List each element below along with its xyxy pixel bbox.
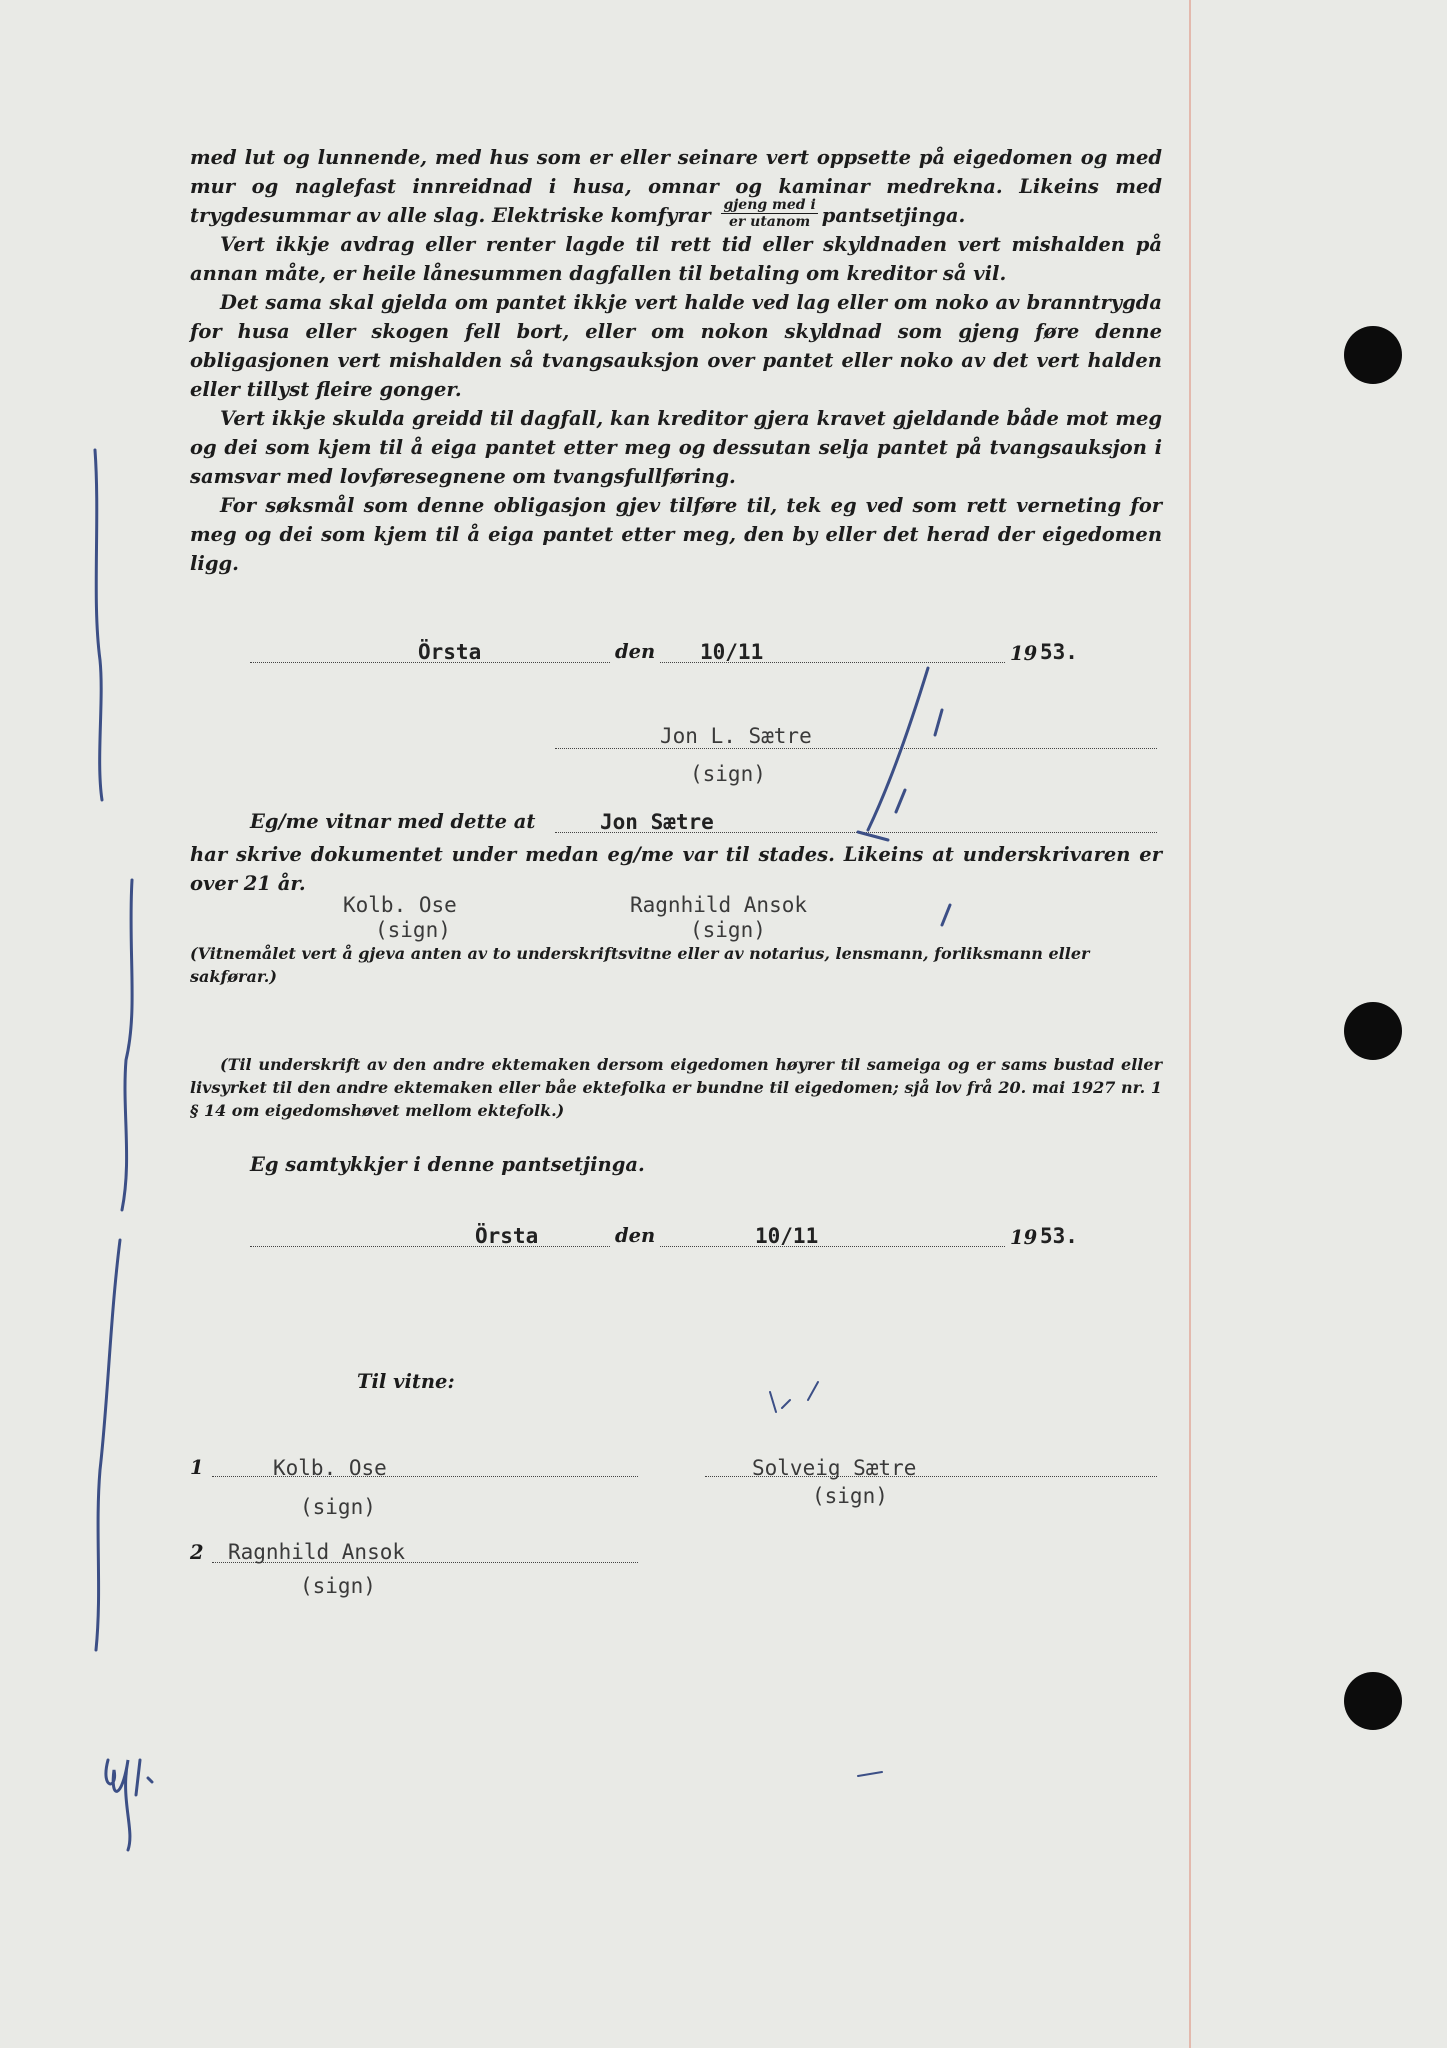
til-vitne-label: Til vitne: (357, 1370, 455, 1393)
witness-note: (Vitnemålet vert å gjeva anten av to underskriftsvitne eller av notarius, lensmann, forliksmann eller sakførar.) (190, 944, 1090, 986)
witness-statement: har skrive dokumentet under medan eg/me var til stades. Likeins at underskrivaren er over 21 år. (190, 843, 1162, 895)
year-prefix: 19 (1010, 642, 1038, 665)
paragraph-5: For søksmål som denne obligasjon gjev tilføre til, tek eg ved som rett verneting for meg og dei som kjem til å eiga pantet etter meg, den by eller det herad der eigedomen ligg. (190, 494, 1162, 575)
til-vitne-2-sign: (sign) (300, 1574, 376, 1598)
pen-mark (122, 880, 132, 1210)
til-vitne-2: Ragnhild Ansok (228, 1540, 406, 1564)
til-vitne-1-sign: (sign) (300, 1495, 376, 1519)
year-prefix: 19 (1010, 1226, 1038, 1249)
paragraph-4: Vert ikkje skulda greidd til dagfall, kan kreditor gjera kravet gjeldande både mot meg og dei som kjem til å eiga pantet etter meg og dessutan selja pantet på tvangsauksjon i samsvar med lovføresegnene om tvangsfullføring. (190, 407, 1162, 488)
den-label: den (615, 1224, 656, 1247)
year-suffix: 53. (1040, 1224, 1078, 1248)
place: Örsta (475, 1224, 539, 1248)
initials-mark (106, 1760, 152, 1850)
witness-2-sign: (sign) (690, 918, 766, 942)
witness-number-1: 1 (190, 1456, 204, 1479)
paragraph-1: med lut og lunnende, med hus som er eller seinare vert oppsette på eigedomen og med mur og naglefast innreidnad i husa, omnar og kaminar medrekna. Likeins med trygdesummar av alle slag. Elektriske komfyrar $\frac{\text{gjeng med i}}{\text{er utanom}}$ pantsetjinga. (190, 146, 1162, 230)
witness-1: Kolb. Ose (343, 893, 457, 917)
place: Örsta (418, 640, 482, 664)
pen-mark (770, 1382, 882, 1776)
witness-label: Eg/me vitnar med dette at (250, 810, 536, 833)
spouse-sign: (sign) (812, 1484, 888, 1508)
sign-mark: (sign) (690, 762, 766, 786)
pen-mark (95, 450, 102, 800)
witness-1-sign: (sign) (375, 918, 451, 942)
date: 10/11 (755, 1224, 819, 1248)
pen-mark (858, 668, 928, 840)
pen-mark (96, 1240, 120, 1650)
signer-name: Jon L. Sætre (660, 724, 812, 748)
spouse-note: (Til underskrift av den andre ektemaken dersom eigedomen høyrer til sameiga og er sams bustad eller livsyrket til den andre ektemaken eller båe ektefolka er bundne til eigedomen; sjå lov frå 20. mai 1927 nr. 1 § 14 om eigedomshøvet mellom ektefolk.) (190, 1055, 1162, 1120)
witness-2: Ragnhild Ansok (630, 893, 808, 917)
year-suffix: 53. (1040, 640, 1078, 664)
paragraph-3: Det sama skal gjelda om pantet ikkje vert halde ved lag eller om noko av branntrygda for husa eller skogen fell bort, eller om nokon skyldnad som gjeng føre denne obligasjonen vert mishalden så tvangsauksjon over pantet eller noko av det vert halden eller tillyst fleire gonger. (190, 291, 1162, 401)
spouse-signature: Solveig Sætre (752, 1456, 917, 1480)
fraction-choice: $\frac{\text{gjeng med i}}{\text{er utanom}}$ (723, 197, 816, 230)
consent-text: Eg samtykkjer i denne pantsetjinga. (250, 1153, 645, 1176)
witness-name: Jon Sætre (600, 810, 714, 834)
til-vitne-1: Kolb. Ose (273, 1456, 387, 1480)
witness-number-2: 2 (190, 1541, 204, 1564)
paragraph-2: Vert ikkje avdrag eller renter lagde til rett tid eller skyldnaden vert mishalden på annan måte, er heile lånesummen dagfallen til betaling om kreditor så vil. (190, 233, 1162, 285)
date: 10/11 (700, 640, 764, 664)
den-label: den (615, 640, 656, 663)
